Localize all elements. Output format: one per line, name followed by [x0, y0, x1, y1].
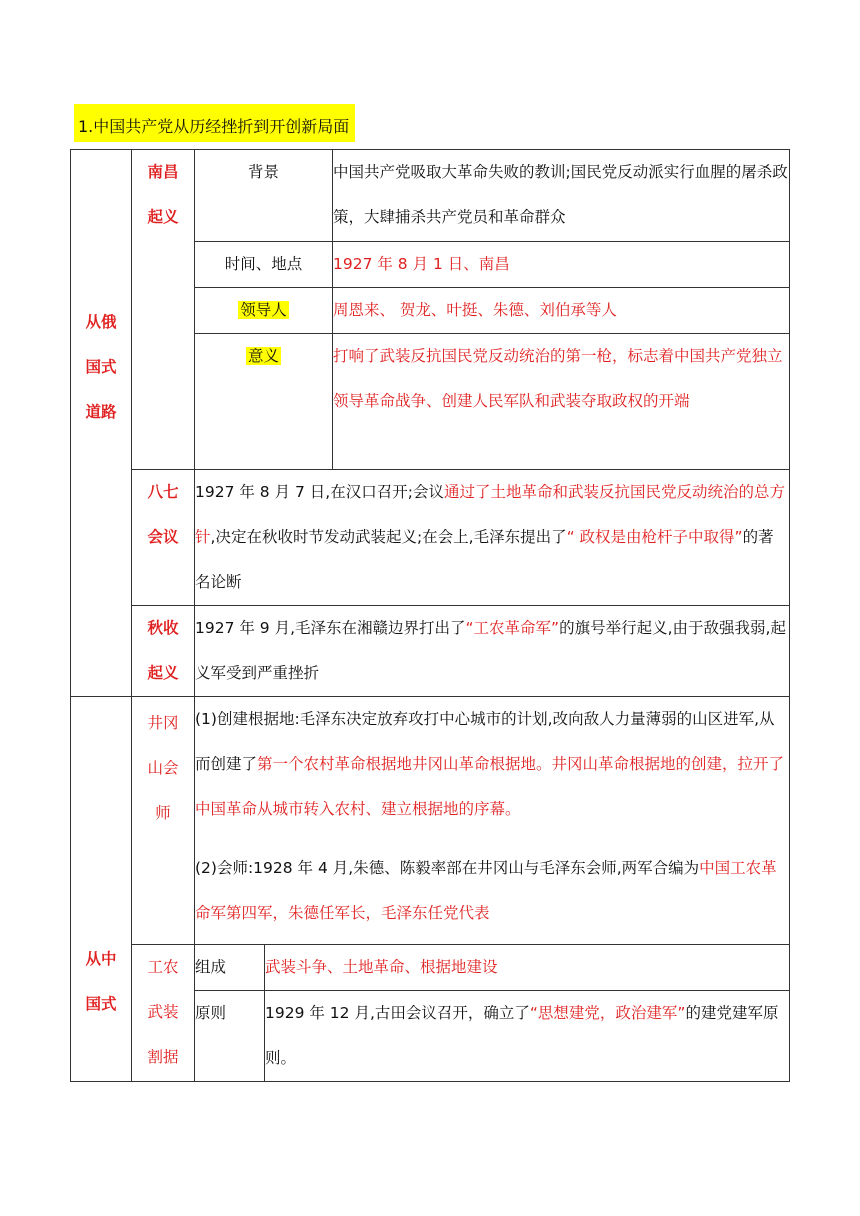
row-key-composition: 组成 [195, 945, 265, 991]
row-value-significance: 打响了武装反抗国民党反动统治的第一枪，标志着中国共产党独立领导革命战争、创建人民军队和武装夺取政权的开端 [333, 334, 790, 470]
row-key-significance: 意义 [195, 334, 333, 470]
row-key-time-place: 时间、地点 [195, 242, 333, 288]
label-august7-meeting: 八七 会议 [132, 470, 195, 606]
label-chinese-road: 从中 国式 [71, 697, 132, 1082]
label-armed-separatism: 工农 武装 割据 [132, 945, 195, 1082]
jinggangshan-text [195, 697, 790, 945]
row-key-leaders: 领导人 [195, 288, 333, 334]
jinggangshan-para-1: (1)创建根据地:毛泽东决定放弃攻打中心城市的计划,改向敌人力量薄弱的山区进军,从而创建了第一个农村革命根据地井冈山革命根据地。井冈山革命根据地的创建，拉开了中国革命从城市转入农村、建立根据地的序幕。 [195, 710, 785, 818]
row-value-background: 中国共产党吸取大革命失败的教训;国民党反动派实行血腥的屠杀政策，大肆捕杀共产党员和革命群众 [333, 150, 790, 242]
august7-meeting-text: 1927 年 8 月 7 日,在汉口召开;会议通过了土地革命和武装反抗国民党反动统治的总方针,决定在秋收时节发动武装起义;在会上,毛泽东提出了“ 政权是由枪杆子中取得”的著名论断 [195, 470, 790, 606]
autumn-harvest-text: 1927 年 9 月,毛泽东在湘赣边界打出了“工农革命军”的旗号举行起义,由于敌强我弱,起义军受到严重挫折 [195, 606, 790, 697]
history-table [70, 149, 790, 1082]
label-autumn-harvest-uprising: 秋收 起义 [132, 606, 195, 697]
row-value-leaders: 周恩来、 贺龙、叶挺、朱德、刘伯承等人 [333, 288, 790, 334]
row-key-background: 背景 [195, 150, 333, 242]
label-jinggangshan: 井冈 山会 师 [132, 697, 195, 945]
row-value-principle: 1929 年 12 月,古田会议召开，确立了“思想建党，政治建军”的建党建军原则。 [265, 991, 790, 1082]
section-heading: 1.中国共产党从历经挫折到开创新局面 [74, 104, 355, 142]
label-nanchang-uprising: 南昌 起义 [132, 150, 195, 470]
row-value-time-place: 1927 年 8 月 1 日、南昌 [333, 242, 790, 288]
jinggangshan-para-2: (2)会师:1928 年 4 月,朱德、陈毅率部在井冈山与毛泽东会师,两军合编为中国工农革命军第四军，朱德任军长，毛泽东任党代表 [195, 859, 777, 922]
row-key-principle: 原则 [195, 991, 265, 1082]
row-value-composition: 武装斗争、土地革命、根据地建设 [265, 945, 790, 991]
label-soviet-road: 从俄 国式 道路 [71, 150, 132, 697]
